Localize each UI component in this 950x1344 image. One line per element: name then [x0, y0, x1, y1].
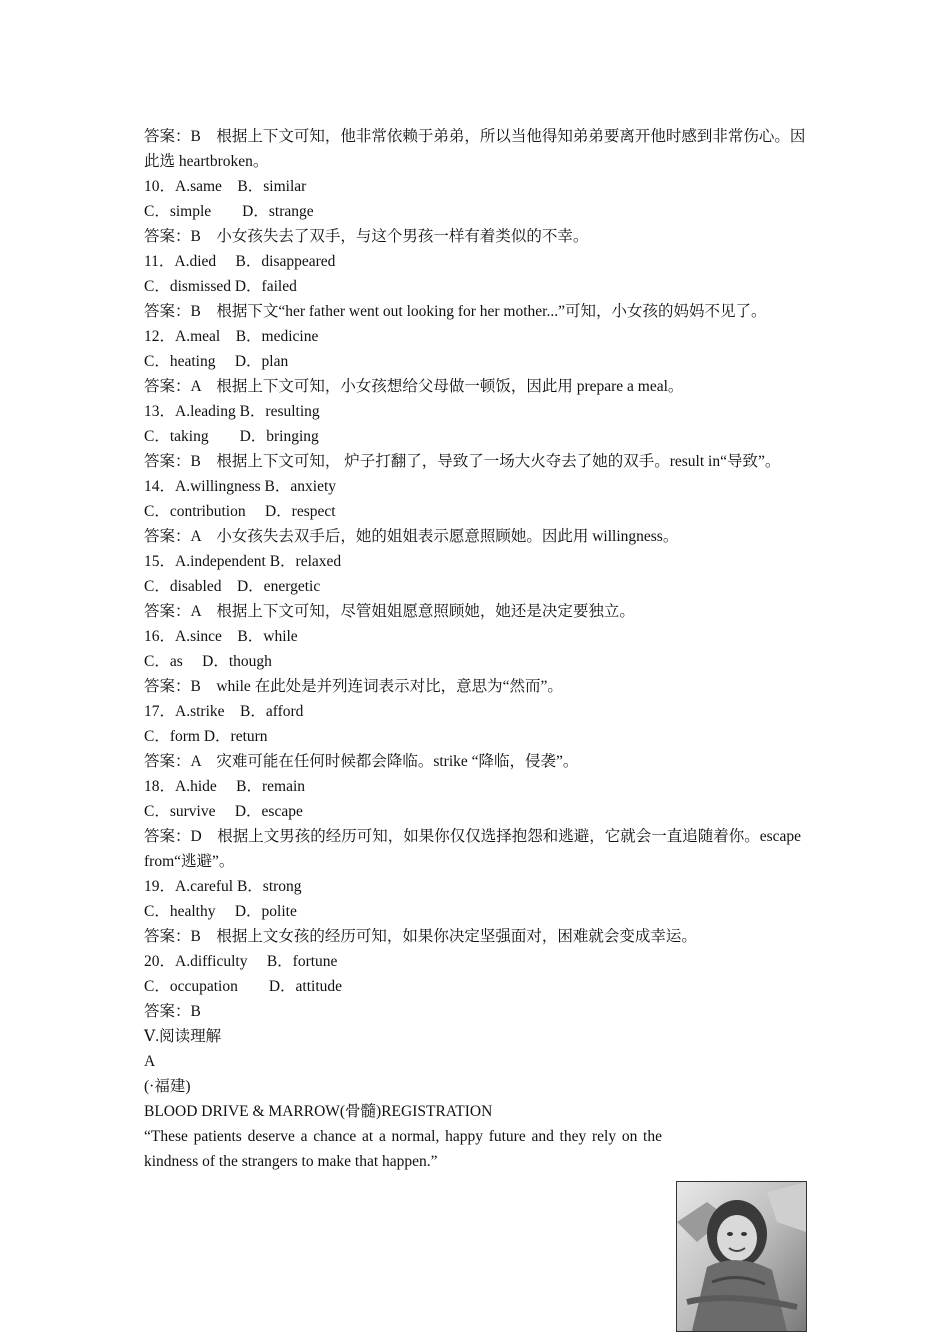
option-line-cd: C．simple D．strange	[144, 203, 314, 220]
option-line-ab: 13．A.leading B．resulting	[144, 403, 320, 420]
answer-explanation: 答案：A 小女孩失去双手后，她的姐姐表示愿意照顾她。因此用 willingness。	[144, 528, 679, 545]
answer-explanation: 答案：B while 在此处是并列连词表示对比，意思为“然而”。	[144, 678, 563, 695]
option-line-cd: C．occupation D．attitude	[144, 978, 343, 995]
answer-explanation: 答案：B 根据上文女孩的经历可知，如果你决定坚强面对，困难就会变成幸运。	[144, 928, 697, 945]
answer-explanation: 答案：B 根据上下文可知， 炉子打翻了，导致了一场大火夺去了她的双手。result in“导致”。	[144, 453, 781, 470]
option-line-ab: 11．A.died B．disappeared	[144, 253, 336, 270]
option-line-cd: C．dismissed D．failed	[144, 278, 297, 295]
option-line-ab: 14．A.willingness B．anxiety	[144, 478, 337, 495]
answer-explanation: 答案：B	[144, 1003, 201, 1020]
option-line-ab: 15．A.independent B．relaxed	[144, 553, 342, 570]
option-line-ab: 17．A.strike B．afford	[144, 703, 304, 720]
answer-explanation: 答案：A 根据上下文可知，小女孩想给父母做一顿饭，因此用 prepare a meal。	[144, 378, 684, 395]
answer-explanation: 答案：A 灾难可能在任何时候都会降临。strike “降临，侵袭”。	[144, 753, 579, 770]
answer-explanation: 答案：A 根据上下文可知，尽管姐姐愿意照顾她，她还是决定要独立。	[144, 603, 635, 620]
document-body	[144, 124, 819, 1174]
section-heading: Ⅴ.阅读理解	[144, 1028, 222, 1045]
answer-explanation: 答案：B 根据上下文可知，他非常依赖于弟弟，所以当他得知弟弟要离开他时感到非常伤心。因此选 heartbroken。	[144, 128, 806, 170]
option-line-ab: 16．A.since B．while	[144, 628, 298, 645]
option-line-ab: 19．A.careful B．strong	[144, 878, 302, 895]
option-line-cd: C．heating D．plan	[144, 353, 289, 370]
option-line-cd: C．disabled D．energetic	[144, 578, 321, 595]
option-line-cd: C．as D．though	[144, 653, 272, 670]
option-line-ab: 18．A.hide B．remain	[144, 778, 306, 795]
passage-source: (·福建)	[144, 1078, 191, 1095]
answer-list	[144, 124, 819, 1024]
option-line-cd: C．taking D．bringing	[144, 428, 319, 445]
passage-title: BLOOD DRIVE & MARROW(骨髓)REGISTRATION	[144, 1103, 493, 1120]
passage-label: A	[144, 1053, 156, 1070]
girl-photo	[676, 1181, 807, 1332]
option-line-cd: C．survive D．escape	[144, 803, 303, 820]
option-line-ab: 10．A.same B．similar	[144, 178, 307, 195]
option-line-cd: C．contribution D．respect	[144, 503, 336, 520]
answer-explanation: 答案：D 根据上文男孩的经历可知，如果你仅仅选择抱怨和逃避，它就会一直追随着你。escape from“逃避”。	[144, 828, 801, 870]
answer-explanation: 答案：B 根据下文“her father went out looking for her mother...”可知，小女孩的妈妈不见了。	[144, 303, 767, 320]
photo-image	[677, 1182, 806, 1331]
option-line-ab: 20．A.difficulty B．fortune	[144, 953, 338, 970]
answer-explanation: 答案：B 小女孩失去了双手，与这个男孩一样有着类似的不幸。	[144, 228, 589, 245]
option-line-cd: C．healthy D．polite	[144, 903, 297, 920]
passage-quote: “These patients deserve a chance at a normal, happy future and they rely on the kindness of the strangers to make that happen.”	[144, 1128, 662, 1170]
option-line-ab: 12．A.meal B．medicine	[144, 328, 319, 345]
option-line-cd: C．form D．return	[144, 728, 268, 745]
